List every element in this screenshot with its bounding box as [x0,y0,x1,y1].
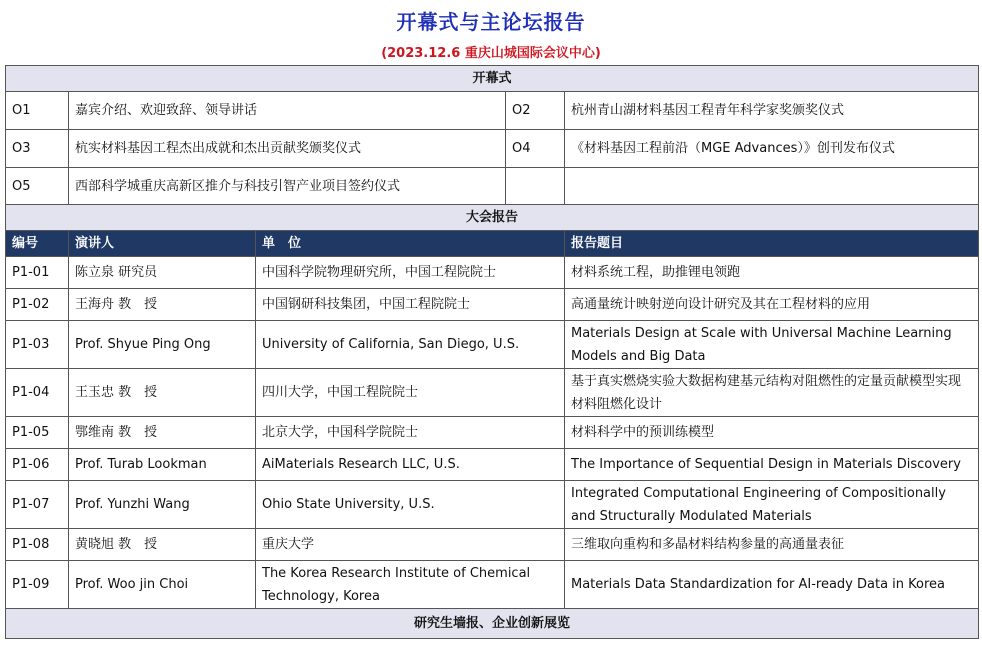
table-row [6,369,979,417]
opening-item: 西部科学城重庆高新区推介与科技引智产业项目签约仪式 [69,168,506,205]
talk-speaker: Prof. Woo jin Choi [69,561,256,609]
talk-unit: 重庆大学 [256,529,565,561]
talk-speaker: 鄂维南 教 授 [69,417,256,449]
talk-speaker: 黄晓旭 教 授 [69,529,256,561]
table-row [6,417,979,449]
talk-unit: Ohio State University, U.S. [256,481,565,529]
talk-topic: The Importance of Sequential Design in Materials Discovery [565,449,979,481]
talk-speaker: Prof. Yunzhi Wang [69,481,256,529]
talk-id: P1-09 [6,561,69,609]
opening-item: 嘉宾介绍、欢迎致辞、领导讲话 [69,92,506,130]
talk-id: P1-05 [6,417,69,449]
opening-heading-row [6,66,979,92]
page-subtitle: (2023.12.6 重庆山城国际会议中心) [381,46,601,61]
opening-code: O2 [506,92,565,130]
opening-item [565,168,979,205]
table-row [6,257,979,289]
opening-code: O5 [6,168,69,205]
table-row [6,321,979,369]
talk-unit: 四川大学，中国工程院院士 [256,369,565,417]
column-header-unit: 单 位 [256,231,565,257]
talk-unit: AiMaterials Research LLC, U.S. [256,449,565,481]
column-header-speaker: 演讲人 [69,231,256,257]
talk-unit: 北京大学，中国科学院院士 [256,417,565,449]
opening-code: O1 [6,92,69,130]
talk-id: P1-01 [6,257,69,289]
opening-heading: 开幕式 [6,66,979,92]
talk-unit: 中国科学院物理研究所，中国工程院院士 [256,257,565,289]
talk-id: P1-06 [6,449,69,481]
opening-code: O4 [506,130,565,168]
table-row [6,481,979,529]
talk-topic: 高通量统计映射逆向设计研究及其在工程材料的应用 [565,289,979,321]
talk-speaker: 王玉忠 教 授 [69,369,256,417]
talk-unit: 中国钢研科技集团，中国工程院院士 [256,289,565,321]
talk-speaker: 王海舟 教 授 [69,289,256,321]
plenary-header-row [6,231,979,257]
talk-speaker: 陈立泉 研究员 [69,257,256,289]
talk-id: P1-07 [6,481,69,529]
talk-topic: 材料系统工程，助推锂电领跑 [565,257,979,289]
opening-item: 杭州青山湖材料基因工程青年科学家奖颁奖仪式 [565,92,979,130]
talk-id: P1-04 [6,369,69,417]
plenary-heading: 大会报告 [6,205,979,231]
talk-id: P1-08 [6,529,69,561]
table-row [6,449,979,481]
schedule-table [5,65,979,639]
opening-code [506,168,565,205]
footer-heading-row [6,609,979,639]
talk-id: P1-03 [6,321,69,369]
column-header-id: 编号 [6,231,69,257]
opening-row [6,168,979,205]
talk-topic: 三维取向重构和多晶材料结构参量的高通量表征 [565,529,979,561]
talk-topic: 材料科学中的预训练模型 [565,417,979,449]
table-row [6,289,979,321]
talk-id: P1-02 [6,289,69,321]
talk-topic: 基于真实燃烧实验大数据构建基元结构对阻燃性的定量贡献模型实现材料阻燃化设计 [565,369,979,417]
opening-code: O3 [6,130,69,168]
footer-heading: 研究生墙报、企业创新展览 [6,609,979,639]
table-row [6,561,979,609]
plenary-heading-row [6,205,979,231]
opening-item: 杭实材料基因工程杰出成就和杰出贡献奖颁奖仪式 [69,130,506,168]
talk-unit: The Korea Research Institute of Chemical Technology, Korea [256,561,565,609]
talk-topic: Integrated Computational Engineering of Compositionally and Structurally Modulated Materials [565,481,979,529]
talk-speaker: Prof. Turab Lookman [69,449,256,481]
talk-unit: University of California, San Diego, U.S. [256,321,565,369]
talk-topic: Materials Data Standardization for AI-ready Data in Korea [565,561,979,609]
table-row [6,529,979,561]
talk-speaker: Prof. Shyue Ping Ong [69,321,256,369]
opening-row [6,130,979,168]
talk-topic: Materials Design at Scale with Universal Machine Learning Models and Big Data [565,321,979,369]
opening-item: 《材料基因工程前沿（MGE Advances）》创刊发布仪式 [565,130,979,168]
opening-row [6,92,979,130]
column-header-topic: 报告题目 [565,231,979,257]
page-title: 开幕式与主论坛报告 [396,10,586,34]
